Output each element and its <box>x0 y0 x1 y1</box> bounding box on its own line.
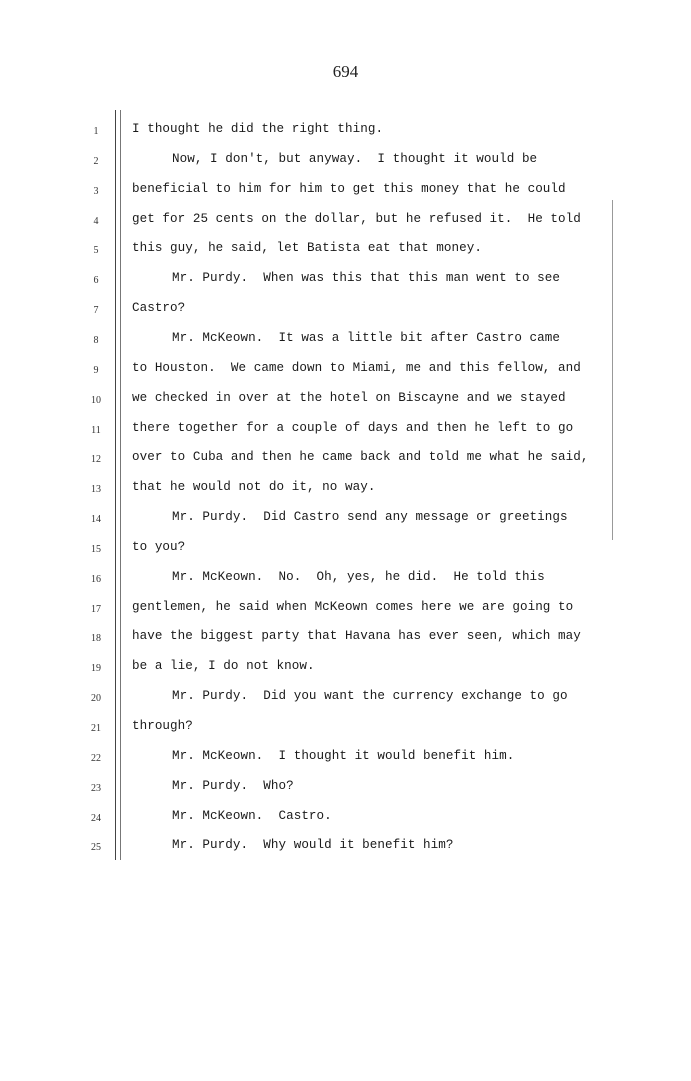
transcript-line <box>0 480 691 510</box>
transcript-line <box>0 570 691 600</box>
line-text: through? <box>132 719 193 733</box>
line-number: 9 <box>93 364 99 376</box>
transcript-line <box>0 600 691 630</box>
line-number: 24 <box>91 812 101 824</box>
line-text: we checked in over at the hotel on Biscayne and we stayed <box>132 390 566 405</box>
transcript-line <box>0 122 691 152</box>
line-text: Mr. McKeown. I thought it would benefit him. <box>172 748 515 763</box>
line-number: 6 <box>93 275 99 287</box>
line-text: to you? <box>132 539 186 554</box>
line-text: there together for a couple of days and then he left to go <box>132 420 574 435</box>
line-text: Castro? <box>132 301 186 316</box>
line-number: 14 <box>91 514 101 526</box>
transcript-line <box>0 152 691 182</box>
line-text: Mr. Purdy. Did you want the currency exchange to go <box>172 689 568 704</box>
line-number: 19 <box>91 663 101 675</box>
transcript-line <box>0 361 691 391</box>
transcript-line <box>0 838 691 868</box>
transcript-line <box>0 689 691 719</box>
transcript-line <box>0 182 691 212</box>
transcript-line <box>0 212 691 242</box>
transcript-line <box>0 271 691 301</box>
transcript-line <box>0 421 691 451</box>
line-number: 3 <box>93 185 99 197</box>
transcript-line <box>0 540 691 570</box>
line-number: 21 <box>91 723 101 734</box>
transcript-line <box>0 331 691 361</box>
line-number: 4 <box>93 215 99 227</box>
line-number: 20 <box>91 693 101 705</box>
line-text: over to Cuba and then he came back and told me what he said, <box>132 450 589 465</box>
line-text: beneficial to him for him to get this money that he could <box>132 181 566 196</box>
transcript-line <box>0 301 691 331</box>
line-text: Now, I don't, but anyway. I thought it would be <box>172 151 538 166</box>
line-text: Mr. Purdy. When was this that this man went to see <box>172 271 560 286</box>
line-number: 12 <box>91 454 101 466</box>
line-text: that he would not do it, no way. <box>132 480 376 495</box>
line-text: Mr. McKeown. It was a little bit after Castro came <box>172 330 560 345</box>
transcript-line <box>0 391 691 421</box>
transcript-line <box>0 719 691 749</box>
line-number: 23 <box>91 782 101 794</box>
line-text: get for 25 cents on the dollar, but he refused it. He told <box>132 211 581 226</box>
line-number: 10 <box>91 394 101 406</box>
line-number: 11 <box>91 424 101 436</box>
line-number: 25 <box>91 842 101 854</box>
line-text: I thought he did the right thing. <box>132 122 384 136</box>
transcript-line <box>0 450 691 480</box>
line-text: Mr. Purdy. Who? <box>172 778 294 793</box>
line-text: be a lie, I do not know. <box>132 659 315 674</box>
transcript-line <box>0 809 691 839</box>
line-text: gentlemen, he said when McKeown comes here we are going to <box>132 599 574 614</box>
line-number: 15 <box>91 543 101 555</box>
line-number: 2 <box>93 155 99 167</box>
line-number: 1 <box>93 126 99 137</box>
line-text: this guy, he said, let Batista eat that money. <box>132 241 482 256</box>
line-number: 17 <box>91 603 101 615</box>
line-number: 5 <box>93 245 99 257</box>
line-number: 8 <box>93 334 99 346</box>
line-text: to Houston. We came down to Miami, me and this fellow, and <box>132 360 581 375</box>
line-number: 22 <box>91 752 101 764</box>
line-number: 16 <box>91 573 101 585</box>
transcript-line <box>0 779 691 809</box>
line-number: 7 <box>93 305 99 317</box>
transcript-line <box>0 749 691 779</box>
page-number: 694 <box>332 62 359 81</box>
line-text: Mr. McKeown. No. Oh, yes, he did. He told this <box>172 569 545 584</box>
transcript-line <box>0 510 691 540</box>
line-text: Mr. Purdy. Did Castro send any message or greetings <box>172 510 568 525</box>
line-text: have the biggest party that Havana has ever seen, which may <box>132 629 581 644</box>
transcript-line <box>0 241 691 271</box>
line-text: Mr. McKeown. Castro. <box>172 808 332 823</box>
line-number: 13 <box>91 484 101 496</box>
transcript-line <box>0 659 691 689</box>
line-text: Mr. Purdy. Why would it benefit him? <box>172 838 454 853</box>
transcript-line <box>0 629 691 659</box>
line-number: 18 <box>91 633 101 645</box>
